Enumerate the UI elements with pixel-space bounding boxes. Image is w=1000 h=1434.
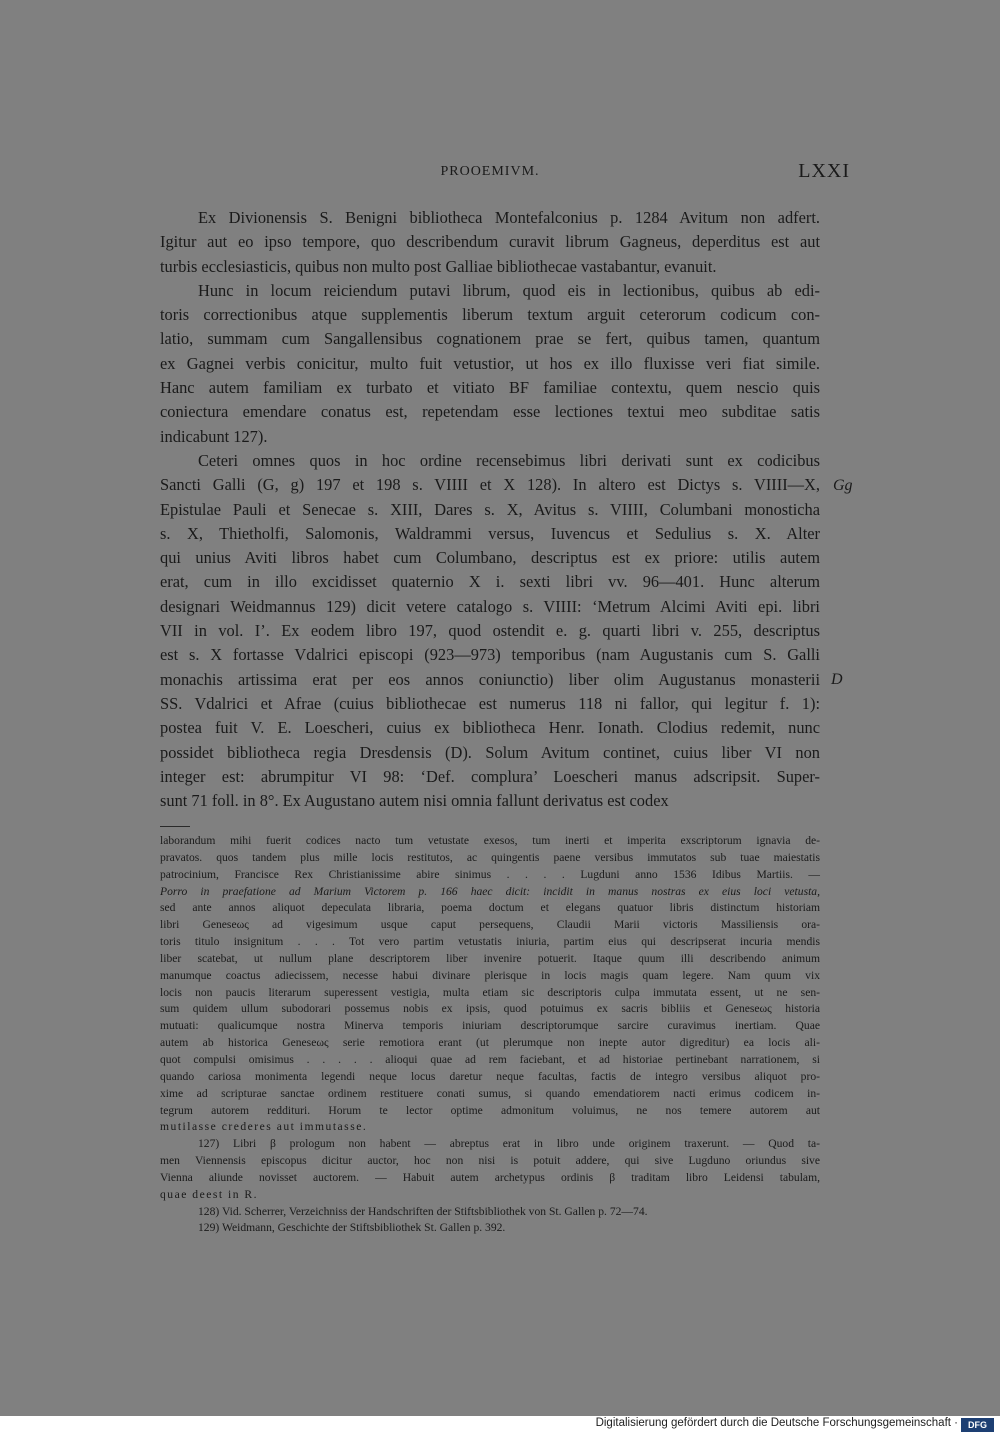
main-text: [160, 206, 820, 813]
footnote-line: laborandum mihi fuerit codices nacto tum vetustate exesos, tum inerti et imperita exscriptorum ignavia de-: [160, 834, 820, 847]
footnote-rule: [160, 826, 190, 827]
text-line: indicabunt 127).: [160, 426, 268, 446]
footnote-line: quando cariosa monimenta legendi neque locus daretur neque facultas, factis de integro versibus aliquot pro-: [160, 1069, 820, 1083]
text-line: sunt 71 foll. in 8°. Ex Augustano autem nisi omnia fallunt derivatus est codex: [160, 791, 669, 811]
footnote-line: liber scatebat, ut nullum plane descriptorem liber invenire potuerit. Itaque quum illi describendo animum: [160, 951, 820, 965]
paragraph-3: [160, 449, 820, 813]
running-head: [160, 160, 850, 184]
page-number: LXXI: [798, 160, 850, 182]
footnote-line: tegrum autorem reddituri. Horum te lector optime admonitum voluimus, ne nos temere autorem aut: [160, 1103, 820, 1117]
text-line: monachis artissima erat per eos annos coniunctio) liber olim Augustanus monasterii: [160, 669, 820, 689]
footnote-line: pravatos. quos tandem plus mille locis restitutos, ac quingentis paene versibus immutatos sub tuae maiestatis: [160, 850, 820, 864]
text-line: Hanc autem familiam ex turbato et vitiato BF familiae contextu, quem nescio quis: [160, 378, 820, 398]
footnote-line: manumque coactus adiecissem, necesse habui divinare plerisque in locis magis quam legere. Nam quum vix: [160, 968, 820, 982]
text-line: possidet bibliotheca regia Dresdensis (D). Solum Avitum continet, cuius liber VI non: [160, 742, 820, 762]
footnote-line: Porro in praefatione ad Marium Victorem p. 166 haec dicit: incidit in manus nostras ex eius loci vetusta,: [160, 884, 820, 898]
text-line: coniectura emendare conatus est, repetendam esse lectiones textui meo subditae satis: [160, 402, 820, 422]
footnote-128: 128) Vid. Scherrer, Verzeichniss der Handschriften der Stiftsbibliothek von St. Gallen p. 72—74.: [198, 1204, 648, 1218]
footnote-line: xime ad scripturae sanctae ordinem restituere conati sumus, si quando emendatiorem nacti erimus codicem in-: [160, 1086, 820, 1100]
text-line: VII in vol. I’. Ex eodem libro 197, quod ostendit e. g. quarti libri v. 255, descriptus: [160, 621, 820, 641]
text-line: Hunc in locum reiciendum putavi librum, quod eis in lectionibus, quibus ab edi-: [198, 280, 820, 300]
text-line: toris correctionibus atque supplementis liberum textum arguit ceterorum codicum con-: [160, 305, 820, 325]
text-line: Epistulae Pauli et Senecae s. XIII, Dares s. X, Avitus s. VIIII, Columbani monosticha: [160, 499, 820, 519]
footnote-line: locis non paucis literarum superessent vestigia, multa etiam sic descriptoris culpa immutata essent, ut ne sen-: [160, 985, 820, 999]
footnote-line: mutilasse crederes aut immutasse.: [160, 1120, 368, 1134]
text-line: designari Weidmannus 129) dicit vetere catalogo s. VIIII: ‘Metrum Alcimi Aviti epi. libri: [160, 596, 820, 616]
running-title: PROOEMIVM.: [440, 164, 540, 179]
footnote-126-continued: [160, 833, 820, 1136]
text-line: ex Gagnei verbis conicitur, multo fuit vetustior, ut hos ex illo fluxisse veri fiat simile.: [160, 353, 820, 373]
text-line: postea fuit V. E. Loescheri, cuius ex bibliotheca Henr. Ionath. Clodius redemit, nunc: [160, 718, 820, 738]
text-line: Ex Divionensis S. Benigni bibliotheca Montefalconius p. 1284 Avitum non adfert.: [198, 208, 820, 227]
footnote-line: autem ab historica Geneseως serie remotiora erant (ut plerumque non inepte autor digreditur) ea locis ali-: [160, 1036, 820, 1050]
text-line: SS. Vdalrici et Afrae (cuius bibliothecae est numerus 118 ni fallor, qui legitur f. 1):: [160, 693, 820, 713]
text-line: Igitur aut eo ipso tempore, quo describendum curavit librum Gagneus, deperditus est aut: [160, 232, 820, 252]
footnote-line: mutuati: qualicumque nostra Minerva temporis iniuriam descriptorumque sarcire curavimus inertiam. Quae: [160, 1019, 820, 1033]
text-line: erat, cum in illo excidisset quaternio X i. sexti libri vv. 96—401. Hunc alterum: [160, 572, 820, 592]
footnote-line: men Viennensis episcopus dicitur auctor, hoc non nisi is potuit addere, qui sive Lugduno oriundus sive: [160, 1154, 820, 1168]
text-line: est s. X fortasse Vdalrici episcopi (923—973) temporibus (nam Augustanis cum S. Galli: [160, 645, 820, 665]
footnote-line: sum quidem ullum subodorari possemus nobis ex ipsis, quod potuimus ex sacris bibliis et Geneseως historia: [160, 1002, 820, 1016]
digitization-footer: [0, 1416, 1000, 1434]
text-line: qui unius Aviti libros habet cum Columbano, descriptus est ex priore: utilis autem: [160, 548, 820, 568]
text-line: s. X, Thietholfi, Salomonis, Waldrammi versus, Iuvencus et Sedulius s. X. Alter: [160, 523, 820, 543]
footnotes: [160, 833, 820, 1237]
footnote-line: Vienna aliunde novisset auctorem. — Habuit autem archetypus ordinis β traditam libro Leidensi tabulam,: [160, 1170, 820, 1184]
footnote-line: 127) Libri β prologum non habent — abreptus erat in libro unde originem traxerunt. — Quod ta-: [198, 1137, 820, 1151]
footnote-line: patrocinium, Francisce Rex Christianissime abire sinimus . . . . Lugduni anno 1536 Idibus Martiis. —: [160, 867, 820, 881]
footnote-line: quot compulsi omisimus . . . . . alioqui quae ad rem faciebant, et ad historiae pertinebant narrationem, si: [160, 1052, 820, 1066]
text-line: integer est: abrumpitur VI 98: ‘Def. complura’ Loescheri manus adscripsit. Super-: [160, 766, 820, 786]
dfg-logo-icon: DFG: [961, 1418, 994, 1432]
footnote-127: [160, 1136, 820, 1203]
text-line: Ceteri omnes quos in hoc ordine recensebimus libri derivati sunt ex codicibus: [198, 450, 820, 470]
text-line: Sancti Galli (G, g) 197 et 198 s. VIIII et X 128). In altero est Dictys s. VIIII—X,: [160, 475, 820, 495]
paragraph-1: [160, 206, 820, 279]
margin-siglum-d: D: [831, 671, 843, 688]
text-line: turbis ecclesiasticis, quibus non multo post Galliae bibliothecae vastabantur, evanuit.: [160, 256, 717, 276]
footnote-line: sed ante annos aliquot depeculata libraria, poema doctum et elegans quatuor libris distinctum historiam: [160, 901, 820, 915]
funding-notice: Digitalisierung gefördert durch die Deutsche Forschungsgemeinschaft ·: [595, 1417, 958, 1429]
margin-siglum-gg: Gg: [833, 477, 853, 494]
paragraph-2: [160, 279, 820, 449]
footnote-line: toris titulo insignitum . . . Tot vero partim vetustatis iniuria, partim eius qui descripserat incuria mendis: [160, 935, 820, 949]
footnote-line: libri Geneseως ad vigesimum usque caput persequens, Claudii Marii victoris Massiliensis ora-: [160, 918, 820, 932]
footnote-line: quae deest in R.: [160, 1187, 259, 1201]
text-line: latio, summam cum Sangallensibus cognationem prae se fert, quibus tamen, quantum: [160, 329, 820, 349]
footnote-129: 129) Weidmann, Geschichte der Stiftsbibliothek St. Gallen p. 392.: [198, 1221, 506, 1235]
